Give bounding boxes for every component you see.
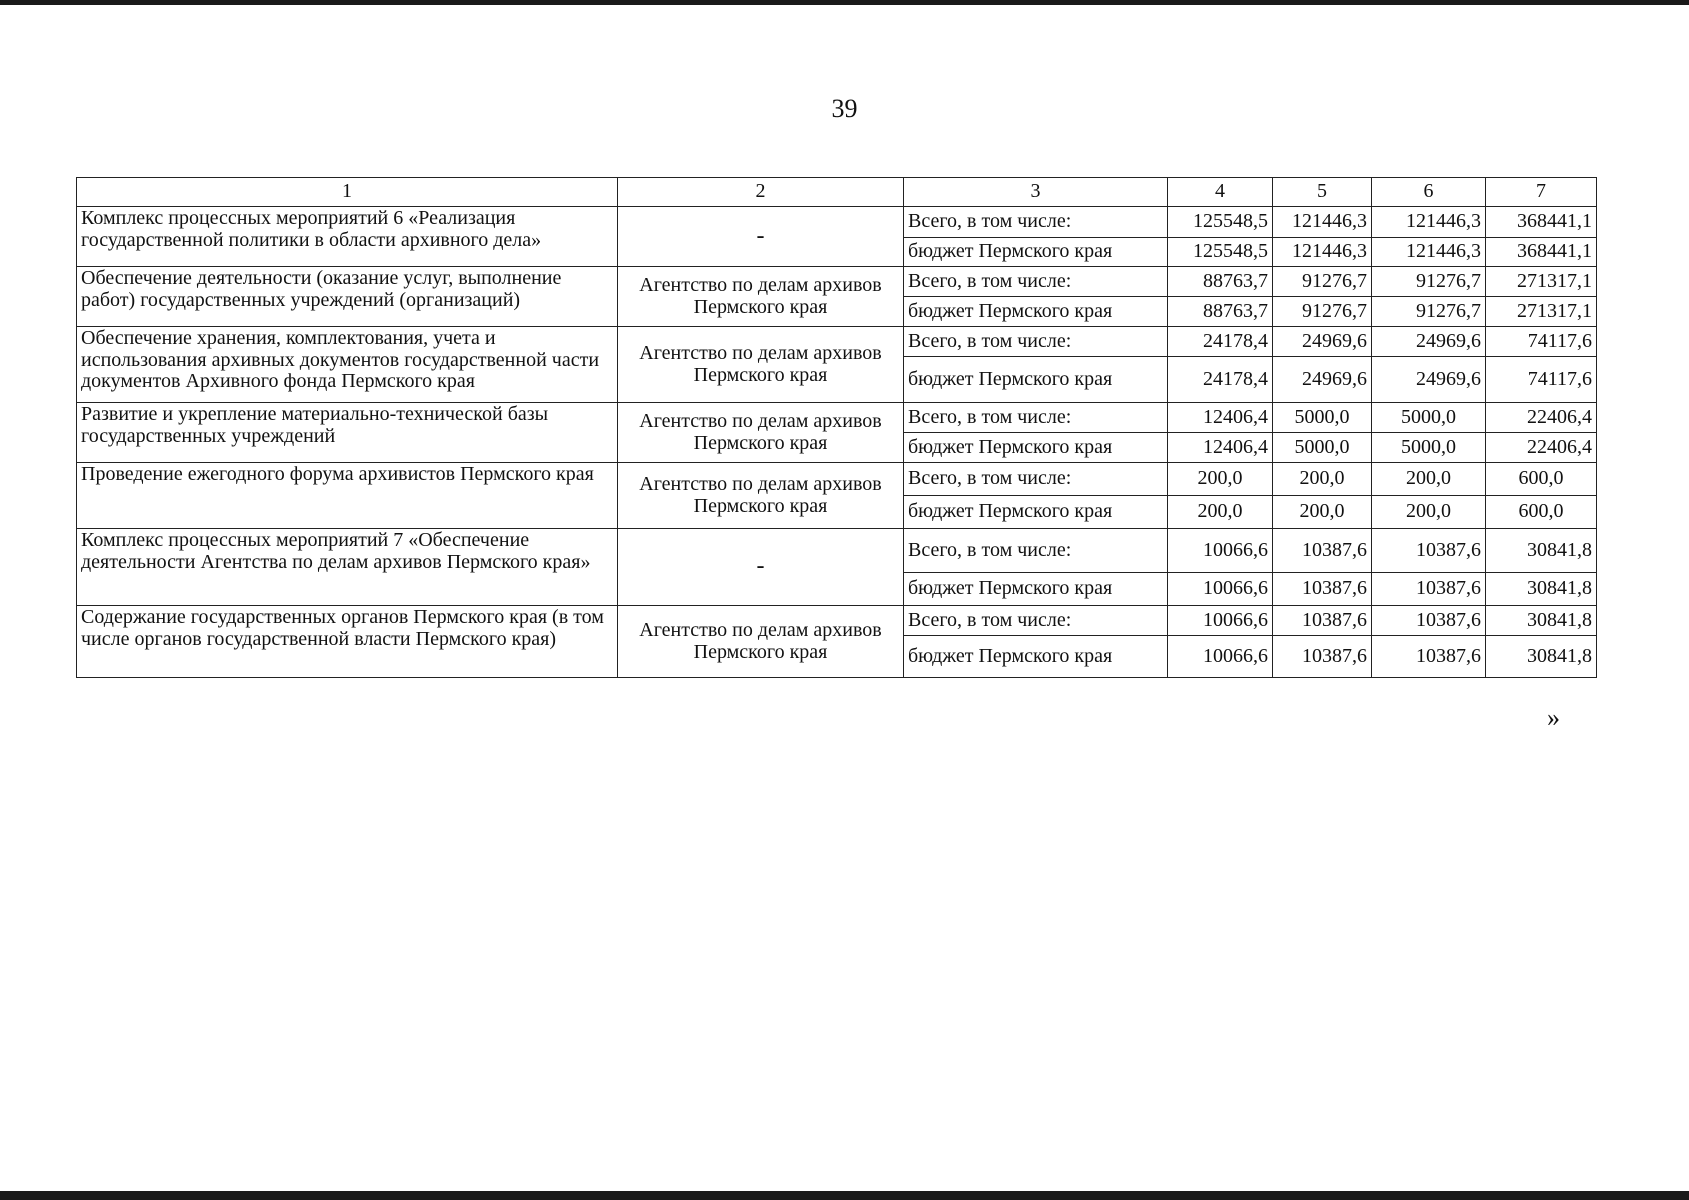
value-cell: 12406,4 [1168, 433, 1273, 463]
executor: Агентство по делам архивов Пермского края [618, 606, 904, 678]
value-cell: 5000,0 [1273, 403, 1372, 433]
value-cell: 121446,3 [1372, 238, 1486, 267]
source-label: Всего, в том числе: [904, 207, 1168, 238]
activity-name: Проведение ежегодного форума архивистов Пермского края [77, 463, 618, 529]
executor: Агентство по делам архивов Пермского края [618, 267, 904, 327]
header-cell-6: 6 [1372, 178, 1486, 207]
executor: Агентство по делам архивов Пермского края [618, 327, 904, 403]
value-cell: 88763,7 [1168, 297, 1273, 327]
value-cell: 10387,6 [1372, 606, 1486, 636]
value-cell: 74117,6 [1486, 327, 1597, 357]
value-cell: 30841,8 [1486, 636, 1597, 678]
value-cell: 5000,0 [1372, 403, 1486, 433]
value-cell: 121446,3 [1273, 207, 1372, 238]
table-row [77, 403, 1597, 433]
value-cell: 200,0 [1168, 496, 1273, 529]
value-cell: 200,0 [1372, 463, 1486, 496]
activity-name: Обеспечение хранения, комплектования, учета и использования архивных документов государственной части документов Архивного фонда Пермского края [77, 327, 618, 403]
value-cell: 121446,3 [1273, 238, 1372, 267]
value-cell: 24178,4 [1168, 357, 1273, 403]
value-cell: 200,0 [1273, 463, 1372, 496]
value-cell: 91276,7 [1372, 267, 1486, 297]
value-cell: 24178,4 [1168, 327, 1273, 357]
value-cell: 10387,6 [1273, 573, 1372, 606]
value-cell: 74117,6 [1486, 357, 1597, 403]
value-cell: 368441,1 [1486, 207, 1597, 238]
executor: Агентство по делам архивов Пермского края [618, 403, 904, 463]
scan-border-bottom [0, 1191, 1689, 1200]
value-cell: 30841,8 [1486, 573, 1597, 606]
source-label: Всего, в том числе: [904, 463, 1168, 496]
value-cell: 10387,6 [1372, 636, 1486, 678]
value-cell: 24969,6 [1372, 357, 1486, 403]
value-cell: 10387,6 [1273, 529, 1372, 573]
scan-border-top [0, 0, 1689, 5]
budget-table [76, 177, 1597, 678]
value-cell: 30841,8 [1486, 529, 1597, 573]
table-row [77, 327, 1597, 357]
value-cell: 10387,6 [1273, 606, 1372, 636]
source-label: Всего, в том числе: [904, 327, 1168, 357]
source-label: бюджет Пермского края [904, 357, 1168, 403]
activity-name: Развитие и укрепление материально-технической базы государственных учреждений [77, 403, 618, 463]
header-cell-2: 2 [618, 178, 904, 207]
activity-name: Комплекс процессных мероприятий 7 «Обеспечение деятельности Агентства по делам архивов Пермского края» [77, 529, 618, 606]
header-cell-7: 7 [1486, 178, 1597, 207]
source-label: Всего, в том числе: [904, 606, 1168, 636]
value-cell: 271317,1 [1486, 297, 1597, 327]
table-row [77, 267, 1597, 297]
value-cell: 121446,3 [1372, 207, 1486, 238]
value-cell: 24969,6 [1372, 327, 1486, 357]
value-cell: 125548,5 [1168, 207, 1273, 238]
table-row [77, 529, 1597, 573]
source-label: бюджет Пермского края [904, 297, 1168, 327]
value-cell: 91276,7 [1273, 297, 1372, 327]
executor: - [618, 207, 904, 267]
source-label: бюджет Пермского края [904, 573, 1168, 606]
value-cell: 600,0 [1486, 463, 1597, 496]
header-cell-4: 4 [1168, 178, 1273, 207]
value-cell: 10066,6 [1168, 573, 1273, 606]
value-cell: 88763,7 [1168, 267, 1273, 297]
value-cell: 10066,6 [1168, 529, 1273, 573]
value-cell: 91276,7 [1372, 297, 1486, 327]
value-cell: 24969,6 [1273, 327, 1372, 357]
header-cell-5: 5 [1273, 178, 1372, 207]
value-cell: 125548,5 [1168, 238, 1273, 267]
value-cell: 5000,0 [1273, 433, 1372, 463]
executor: Агентство по делам архивов Пермского края [618, 463, 904, 529]
value-cell: 10066,6 [1168, 606, 1273, 636]
value-cell: 5000,0 [1372, 433, 1486, 463]
table-row [77, 207, 1597, 238]
value-cell: 200,0 [1273, 496, 1372, 529]
table-row [77, 463, 1597, 496]
value-cell: 600,0 [1486, 496, 1597, 529]
value-cell: 22406,4 [1486, 433, 1597, 463]
value-cell: 271317,1 [1486, 267, 1597, 297]
source-label: Всего, в том числе: [904, 403, 1168, 433]
source-label: бюджет Пермского края [904, 496, 1168, 529]
value-cell: 10387,6 [1372, 529, 1486, 573]
value-cell: 22406,4 [1486, 403, 1597, 433]
value-cell: 24969,6 [1273, 357, 1372, 403]
activity-name: Обеспечение деятельности (оказание услуг, выполнение работ) государственных учреждений (организаций) [77, 267, 618, 327]
header-cell-3: 3 [904, 178, 1168, 207]
executor: - [618, 529, 904, 606]
header-row [77, 178, 1597, 207]
source-label: бюджет Пермского края [904, 433, 1168, 463]
value-cell: 91276,7 [1273, 267, 1372, 297]
value-cell: 10066,6 [1168, 636, 1273, 678]
value-cell: 200,0 [1168, 463, 1273, 496]
table-row [77, 606, 1597, 636]
closing-quote-mark: » [1547, 703, 1560, 732]
source-label: Всего, в том числе: [904, 529, 1168, 573]
page-number: 39 [831, 94, 858, 123]
source-label: Всего, в том числе: [904, 267, 1168, 297]
value-cell: 368441,1 [1486, 238, 1597, 267]
value-cell: 10387,6 [1273, 636, 1372, 678]
header-cell-1: 1 [77, 178, 618, 207]
value-cell: 30841,8 [1486, 606, 1597, 636]
source-label: бюджет Пермского края [904, 636, 1168, 678]
source-label: бюджет Пермского края [904, 238, 1168, 267]
activity-name: Содержание государственных органов Пермского края (в том числе органов государственной власти Пермского края) [77, 606, 618, 678]
activity-name: Комплекс процессных мероприятий 6 «Реализация государственной политики в области архивного дела» [77, 207, 618, 267]
value-cell: 200,0 [1372, 496, 1486, 529]
value-cell: 10387,6 [1372, 573, 1486, 606]
value-cell: 12406,4 [1168, 403, 1273, 433]
